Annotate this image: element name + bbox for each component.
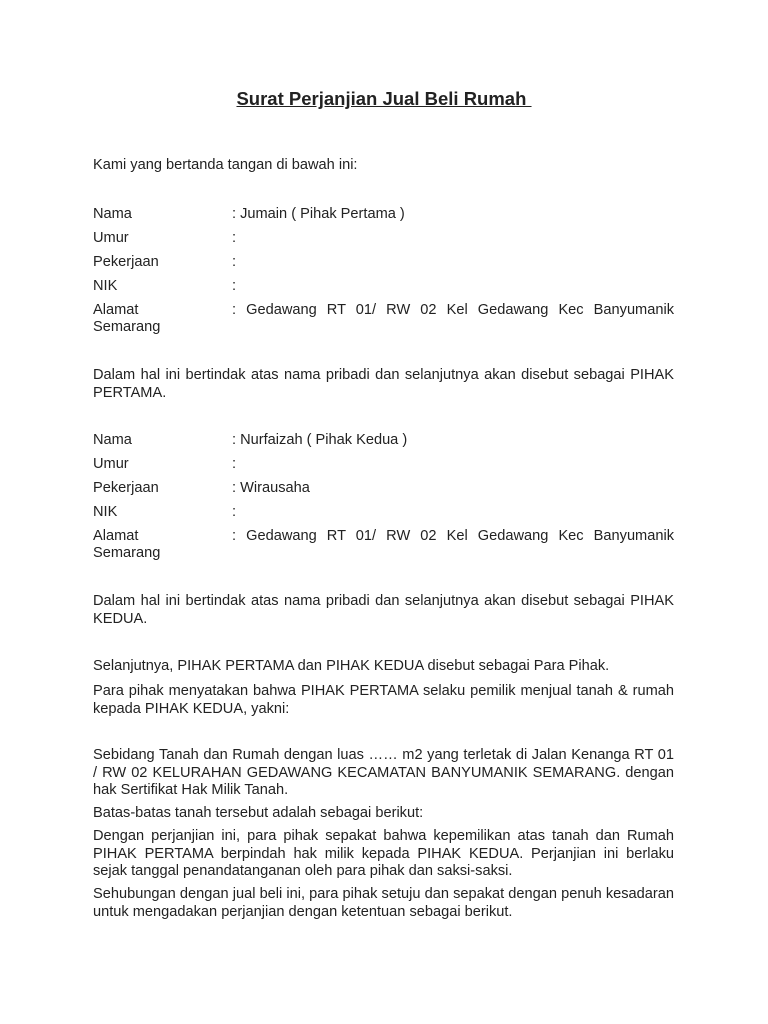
party1-nik-value: : [232,278,237,294]
party2-address-value: : Gedawang RT 01/ RW 02 Kel Gedawang Kec Banyumanik [232,528,674,544]
agreement-paragraph: Dengan perjanjian ini, para pihak sepakat bahwa kepemilikan atas tanah dan Rumah PIHAK PERTAMA berpindah hak milik kepada PIHAK KEDUA. Perjanjian ini berlaku sejak tanggal penandatanganan oleh para pihak dan saksi-saksi. [93,828,674,879]
party1-job-label: Pekerjaan [93,254,159,270]
party1-nik-label: NIK [93,278,118,294]
party1-name-value: : Jumain ( Pihak Pertama ) [232,206,405,222]
boundaries-paragraph: Batas-batas tanah tersebut adalah sebagai berikut: [93,805,424,821]
party2-name-value: : Nurfaizah ( Pihak Kedua ) [232,432,408,448]
party1-name-label: Nama [93,206,132,222]
land-paragraph: Sebidang Tanah dan Rumah dengan luas …… m2 yang terletak di Jalan Kenanga RT 01 / RW 02 KELURAHAN GEDAWANG KECAMATAN BANYUMANIK SEMARANG. dengan hak Sertifikat Hak Milik Tanah. [93,747,674,798]
party2-age-label: Umur [93,456,129,472]
parties-paragraph: Selanjutnya, PIHAK PERTAMA dan PIHAK KEDUA disebut sebagai Para Pihak. [93,658,610,674]
party2-nik-value: : [232,504,237,520]
party2-nik-label: NIK [93,504,118,520]
party2-job-label: Pekerjaan [93,480,159,496]
party2-name-label: Nama [93,432,132,448]
party1-address-label: Alamat [93,302,139,318]
sale-paragraph: Para pihak menyatakan bahwa PIHAK PERTAMA selaku pemilik menjual tanah & rumah kepada PIHAK KEDUA, yakni: [93,683,674,717]
party2-address-city: Semarang [93,545,161,561]
party1-age-label: Umur [93,230,129,246]
party2-age-value: : [232,456,237,472]
document-title: Surat Perjanjian Jual Beli Rumah [236,88,532,109]
terms-paragraph: Sehubungan dengan jual beli ini, para pihak setuju dan sepakat dengan penuh kesadaran untuk mengadakan perjanjian dengan ketentuan sebagai berikut. [93,886,674,920]
party1-address-row [93,302,674,338]
party1-age-value: : [232,230,237,246]
party1-job-value: : [232,254,237,270]
party1-address-city: Semarang [93,319,161,335]
party1-address-value: : Gedawang RT 01/ RW 02 Kel Gedawang Kec Banyumanik [232,302,674,318]
intro-text: Kami yang bertanda tangan di bawah ini: [93,157,358,173]
party2-statement: Dalam hal ini bertindak atas nama pribadi dan selanjutnya akan disebut sebagai PIHAK KEDUA. [93,593,674,627]
party2-job-value: : Wirausaha [232,480,310,496]
party2-address-label: Alamat [93,528,139,544]
party2-address-row [93,528,674,564]
party1-statement: Dalam hal ini bertindak atas nama pribadi dan selanjutnya akan disebut sebagai PIHAK PERTAMA. [93,367,674,401]
